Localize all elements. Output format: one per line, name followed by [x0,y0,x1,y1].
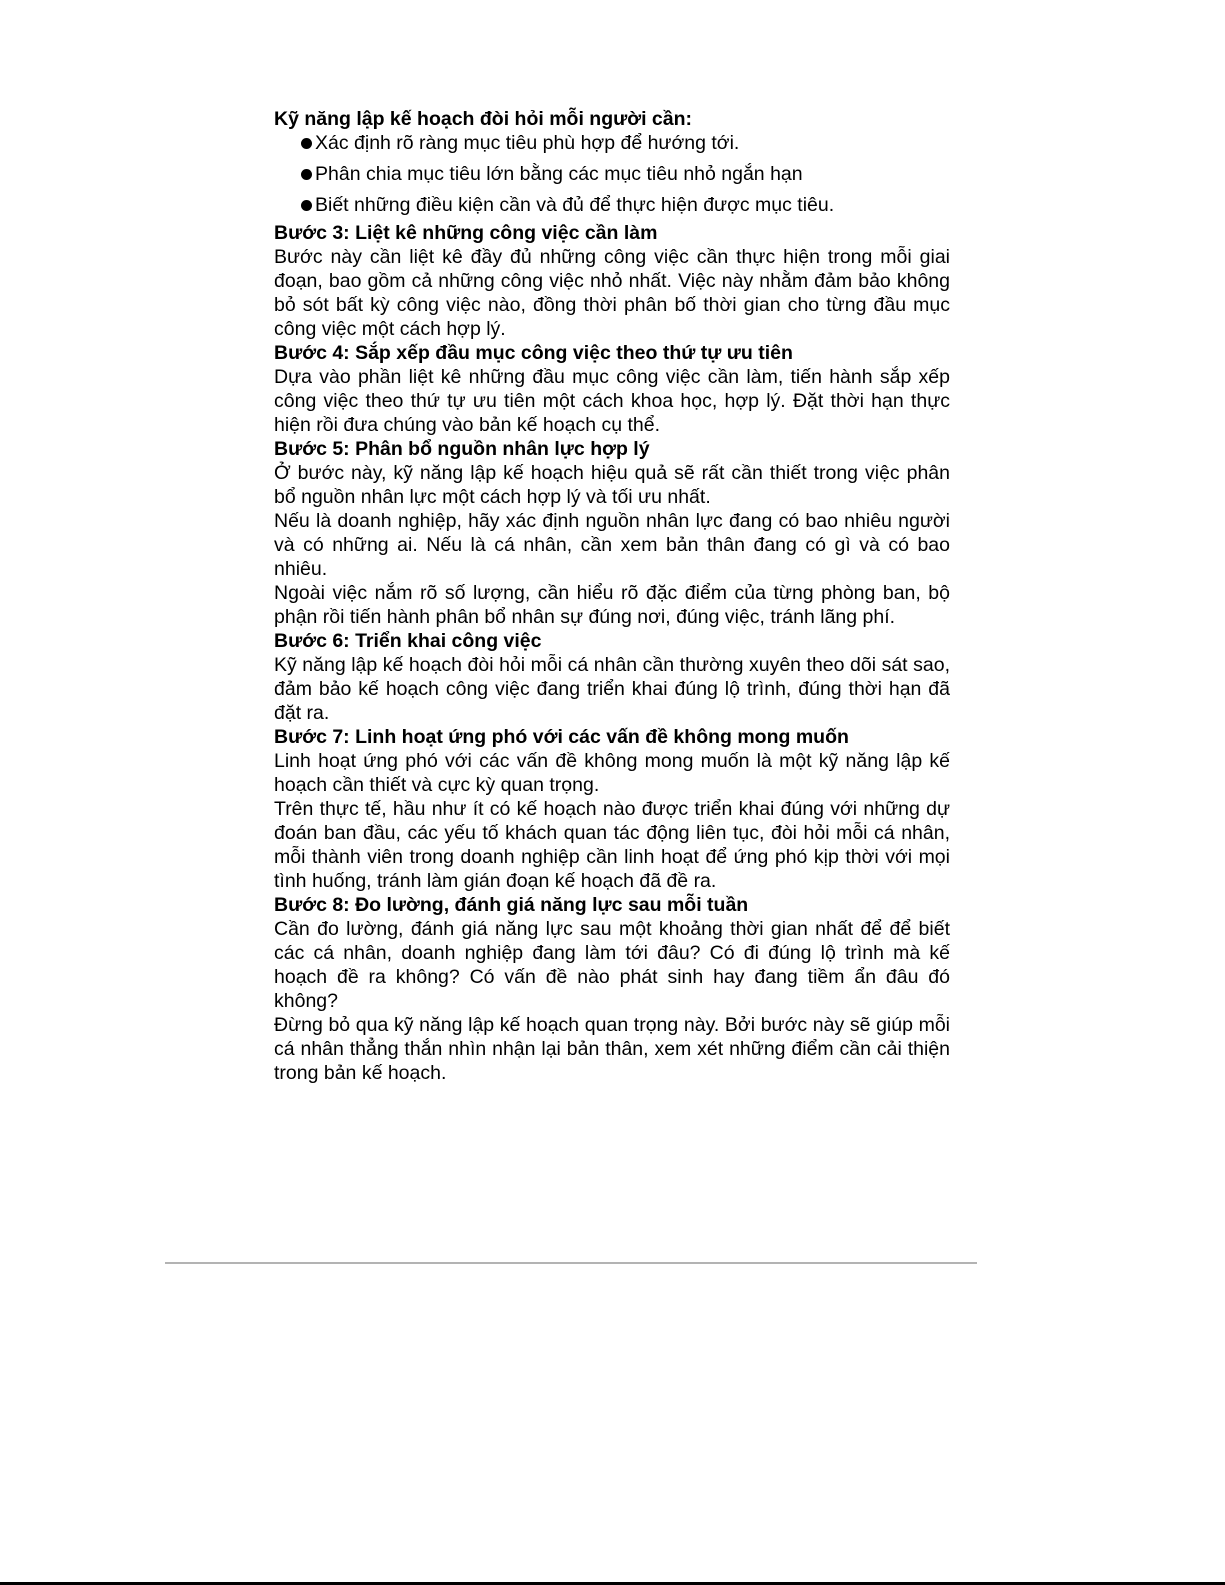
step-7-section [274,725,950,893]
bullet-icon [301,169,312,180]
paragraph: Nếu là doanh nghiệp, hãy xác định nguồn nhân lực đang có bao nhiêu người và có những ai. Nếu là cá nhân, cần xem bản thân đang có gì và có bao nhiêu. [274,510,950,580]
paragraph: Kỹ năng lập kế hoạch đòi hỏi mỗi cá nhân cần thường xuyên theo dõi sát sao, đảm bảo kế hoạch công việc đang triển khai đúng lộ trình, đúng thời hạn đã đặt ra. [274,654,950,724]
step-heading: Bước 5: Phân bổ nguồn nhân lực hợp lý [274,438,650,460]
footer-divider [165,1262,977,1264]
step-heading: Bước 4: Sắp xếp đầu mục công việc theo thứ tự ưu tiên [274,342,793,364]
step-6-section [274,629,950,725]
bullet-text: Biết những điều kiện cần và đủ để thực hiện được mục tiêu. [315,194,835,216]
paragraph: Bước này cần liệt kê đầy đủ những công việc cần thực hiện trong mỗi giai đoạn, bao gồm cả những công việc nhỏ nhất. Việc này nhằm đảm bảo không bỏ sót bất kỳ công việc nào, đồng thời phân bố thời gian cho từng đầu mục công việc một cách hợp lý. [274,246,950,340]
step-4-section [274,341,950,437]
paragraph: Ngoài việc nắm rõ số lượng, cần hiểu rõ đặc điểm của từng phòng ban, bộ phận rồi tiến hành phân bổ nhân sự đúng nơi, đúng việc, tránh lãng phí. [274,582,950,628]
step-heading: Bước 3: Liệt kê những công việc cần làm [274,222,658,244]
bullet-text: Phân chia mục tiêu lớn bằng các mục tiêu nhỏ ngắn hạn [315,163,803,185]
paragraph: Ở bước này, kỹ năng lập kế hoạch hiệu quả sẽ rất cần thiết trong việc phân bổ nguồn nhân lực một cách hợp lý và tối ưu nhất. [274,462,950,508]
bullet-icon [301,138,312,149]
paragraph: Cần đo lường, đánh giá năng lực sau một khoảng thời gian nhất để để biết các cá nhân, doanh nghiệp đang làm tới đâu? Có đi đúng lộ trình mà kế hoạch đề ra không? Có vấn đề nào phát sinh hay đang tiềm ẩn đâu đó không? [274,918,950,1012]
step-heading: Bước 6: Triển khai công việc [274,630,542,652]
bullet-icon [301,200,312,211]
paragraph: Đừng bỏ qua kỹ năng lập kế hoạch quan trọng này. Bởi bước này sẽ giúp mỗi cá nhân thẳng thắn nhìn nhận lại bản thân, xem xét những điểm cần cải thiện trong bản kế hoạch. [274,1014,950,1084]
paragraph: Dựa vào phần liệt kê những đầu mục công việc cần làm, tiến hành sắp xếp công việc theo thứ tự ưu tiên một cách khoa học, hợp lý. Đặt thời hạn thực hiện rồi đưa chúng vào bản kế hoạch cụ thể. [274,366,950,436]
step-heading: Bước 7: Linh hoạt ứng phó với các vấn đề không mong muốn [274,726,849,748]
paragraph: Trên thực tế, hầu như ít có kế hoạch nào được triển khai đúng với những dự đoán ban đầu, các yếu tố khách quan tác động liên tục, đòi hỏi mỗi cá nhân, mỗi thành viên trong doanh nghiệp cần linh hoạt để ứng phó kịp thời với mọi tình huống, tránh làm gián đoạn kế hoạch đã đề ra. [274,798,950,892]
bullet-item [301,193,950,217]
bullet-text: Xác định rõ ràng mục tiêu phù hợp để hướng tới. [315,132,740,154]
goal-bullet-list [274,131,950,217]
document-body [274,107,950,1085]
intro-heading: Kỹ năng lập kế hoạch đòi hỏi mỗi người cần: [274,108,693,130]
step-5-section [274,437,950,629]
paragraph: Linh hoạt ứng phó với các vấn đề không mong muốn là một kỹ năng lập kế hoạch cần thiết và cực kỳ quan trọng. [274,750,950,796]
bullet-item [301,131,950,155]
step-heading: Bước 8: Đo lường, đánh giá năng lực sau mỗi tuần [274,894,749,916]
bullet-item [301,162,950,186]
step-3-section [274,221,950,341]
step-8-section [274,893,950,1085]
